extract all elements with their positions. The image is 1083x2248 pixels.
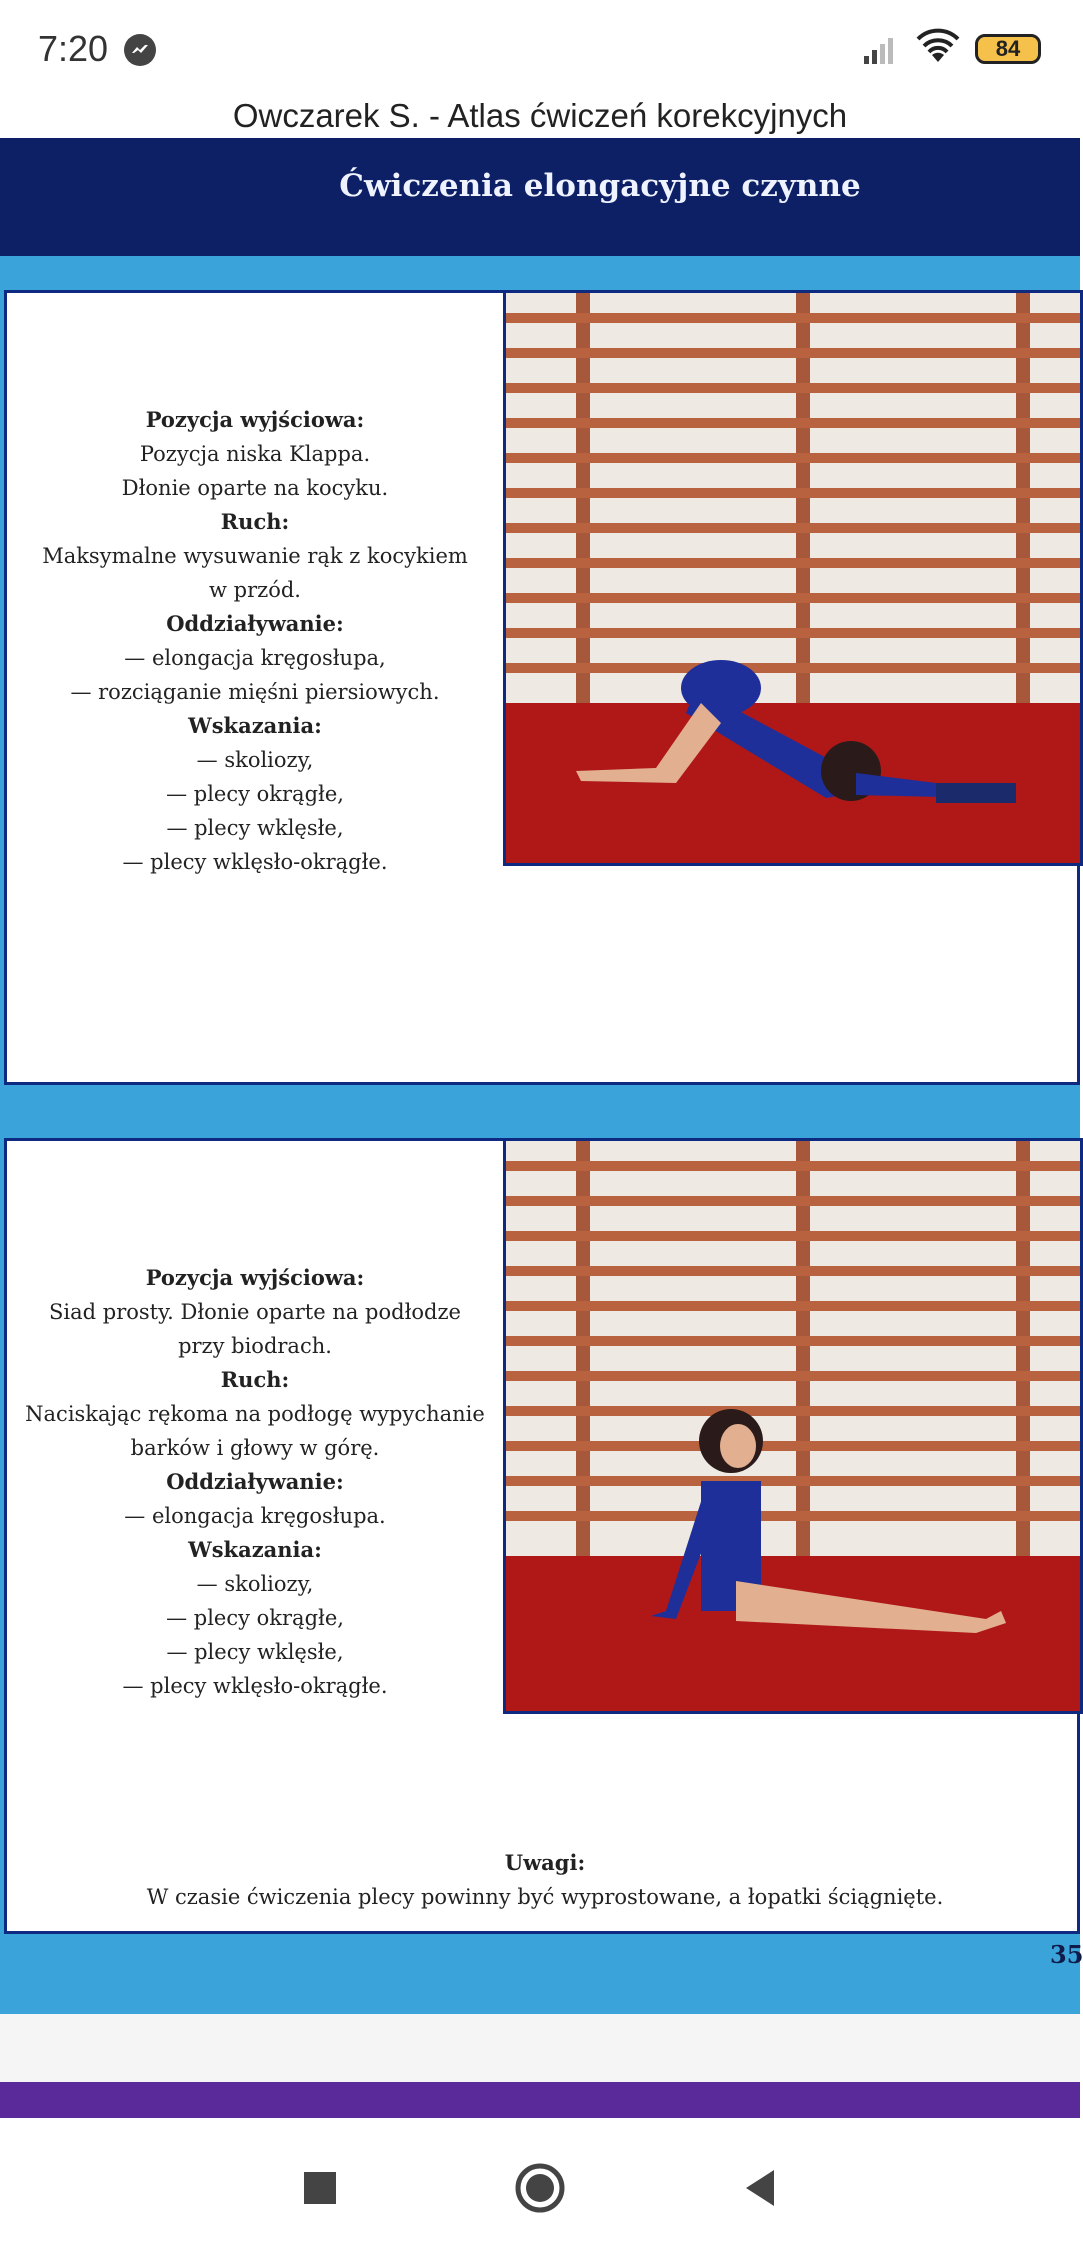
next-page-header[interactable] <box>0 2082 1080 2118</box>
text-line: Pozycja wyjściowa: <box>145 1265 365 1290</box>
notes-text: W czasie ćwiczenia plecy powinny być wyprostowane, a łopatki ściągnięte. <box>146 1885 944 1909</box>
exercise-2-text <box>7 1261 503 1703</box>
text-line: Oddziaływanie: <box>166 1469 344 1494</box>
page-header <box>0 138 1080 256</box>
exercise-panel-1 <box>4 290 1080 1085</box>
exercise-1-text <box>7 403 503 879</box>
signal-icon <box>862 34 902 66</box>
wifi-icon <box>916 30 960 66</box>
text-line: — plecy wklęsłe, <box>166 816 344 840</box>
exercise-panel-2 <box>4 1138 1080 1934</box>
text-line: — skoliozy, <box>196 1572 314 1596</box>
text-line: — rozciąganie mięśni piersiowych. <box>70 680 440 704</box>
text-line: Oddziaływanie: <box>166 611 344 636</box>
text-line: Pozycja niska Klappa. <box>139 442 371 466</box>
text-line: Naciskając rękoma na podłogę wypychanie <box>25 1402 485 1426</box>
page-gap <box>0 2014 1080 2082</box>
home-button[interactable] <box>510 2158 570 2218</box>
page-heading: Ćwiczenia elongacyjne czynne <box>339 168 861 204</box>
text-line: Siad prosty. Dłonie oparte na podłodze <box>49 1300 461 1324</box>
messenger-icon <box>124 34 156 66</box>
document-page[interactable] <box>0 138 1083 2008</box>
navigation-bar <box>0 2118 1080 2248</box>
back-button[interactable] <box>730 2158 790 2218</box>
text-line: Wskazania: <box>188 713 322 738</box>
text-line: — plecy okrągłe, <box>166 1606 344 1630</box>
text-line: Maksymalne wysuwanie rąk z kocykiem <box>42 544 468 568</box>
clock: 7:20 <box>38 28 109 69</box>
document-title: Owczarek S. - Atlas ćwiczeń korekcyjnych <box>232 97 848 134</box>
text-line: barków i głowy w górę. <box>130 1436 380 1460</box>
battery-icon: 84 <box>975 34 1041 64</box>
text-line: Ruch: <box>220 1367 290 1392</box>
text-line: — plecy wklęsło-okrągłe. <box>122 1674 388 1698</box>
text-line: — elongacja kręgosłupa, <box>124 646 386 670</box>
recents-button[interactable] <box>290 2158 350 2218</box>
notes-title: Uwagi: <box>504 1850 586 1875</box>
square-icon <box>290 2158 350 2218</box>
text-line: — plecy wklęsło-okrągłe. <box>122 850 388 874</box>
back-triangle-icon <box>730 2158 790 2218</box>
text-line: Pozycja wyjściowa: <box>145 407 365 432</box>
page-number: 35 <box>1050 1940 1083 1969</box>
exercise-2-photo <box>503 1138 1083 1714</box>
text-line: — plecy wklęsłe, <box>166 1640 344 1664</box>
text-line: w przód. <box>209 578 301 602</box>
circle-icon <box>510 2158 570 2218</box>
text-line: przy biodrach. <box>178 1334 332 1358</box>
exercise-1-photo <box>503 290 1083 866</box>
notes <box>7 1846 1083 1914</box>
status-bar <box>0 0 1080 95</box>
text-line: — skoliozy, <box>196 748 314 772</box>
text-line: Ruch: <box>220 509 290 534</box>
text-line: Dłonie oparte na kocyku. <box>121 476 389 500</box>
text-line: — elongacja kręgosłupa. <box>124 1504 386 1528</box>
text-line: — plecy okrągłe, <box>166 782 344 806</box>
text-line: Wskazania: <box>188 1537 322 1562</box>
